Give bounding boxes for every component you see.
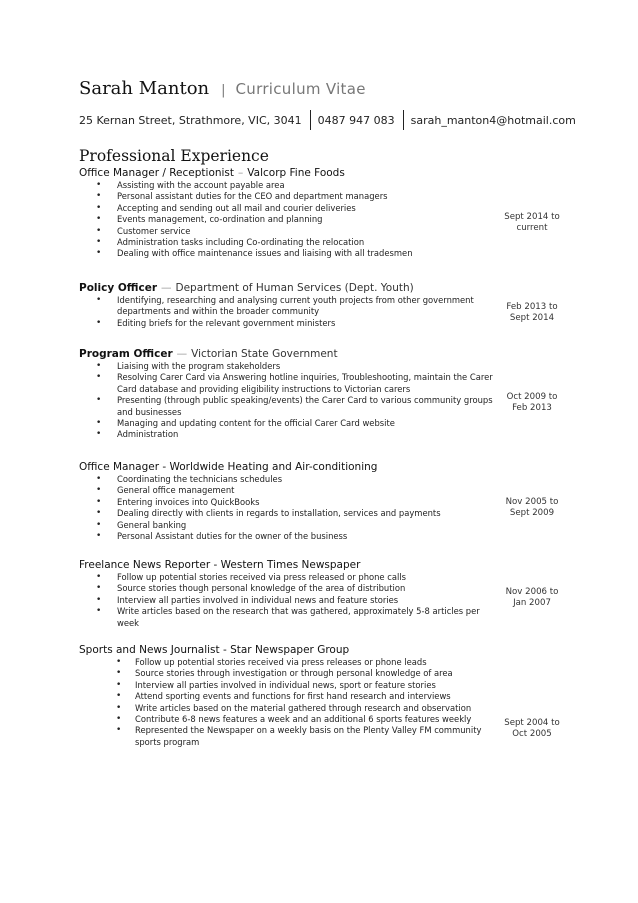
document-title: Curriculum Vitae (235, 80, 366, 98)
job-role: Freelance News Reporter - Western Times Newspaper (79, 559, 361, 571)
job-role: Office Manager / Receptionist (79, 167, 235, 179)
duty-list (79, 180, 499, 260)
job-dates (487, 212, 577, 234)
address: 25 Kernan Street, Strathmore, VIC, 3041 (79, 113, 302, 127)
duty-item: • Contribute 6-8 news features a week and an additional 6 sports features weekly (79, 714, 499, 725)
duty-item: • Customer service (79, 226, 499, 237)
duty-item: • Resolving Carer Card via Answering hotline inquiries, Troubleshooting, maintain the Carer Card database and providing eligibility instructions to Victorian carers (79, 372, 499, 395)
job-dates (487, 392, 577, 414)
job-entry (79, 559, 499, 629)
duty-item: • Administration (79, 429, 499, 440)
duty-item: • Source stories though personal knowledge of the area of distribution (79, 583, 499, 594)
date-from: Nov 2005 to (505, 497, 559, 507)
date-from: Sept 2014 to (504, 212, 560, 222)
job-organization: Department of Human Services (Dept. Youth) (175, 282, 414, 294)
job-title (79, 167, 499, 179)
date-from: Oct 2009 to (506, 392, 558, 402)
job-title (79, 348, 499, 360)
duty-item: • Write articles based on the material gathered through research and observation (79, 703, 499, 714)
contact-divider (310, 110, 311, 130)
job-dates (487, 718, 577, 740)
duty-item: • Identifying, researching and analysing current youth projects from other government departments and within the broader community (79, 295, 499, 318)
job-entry (79, 167, 499, 260)
header-name-line (79, 78, 366, 99)
duty-item: • Coordinating the technicians schedules (79, 474, 499, 485)
duty-item: • Dealing directly with clients in regards to installation, services and payments (79, 508, 499, 519)
duty-item: • Events management, co-ordination and planning (79, 214, 499, 225)
date-to: Jan 2007 (513, 598, 551, 608)
duty-item: • Personal assistant duties for the CEO and department managers (79, 191, 499, 202)
date-to: Feb 2013 (512, 403, 552, 413)
duty-item: • Editing briefs for the relevant government ministers (79, 318, 499, 329)
duty-list (79, 361, 499, 441)
job-role: Policy Officer (79, 282, 157, 294)
duty-item: • Represented the Newspaper on a weekly basis on the Plenty Valley FM community sports program (79, 725, 499, 748)
phone-number: 0487 947 083 (317, 113, 395, 127)
duty-item: • Assisting with the account payable area (79, 180, 499, 191)
duty-list (79, 657, 499, 748)
job-dates (487, 587, 577, 609)
duty-item: • Interview all parties involved in individual news and feature stories (79, 595, 499, 606)
job-dash: – (238, 167, 244, 179)
duty-item: • Personal Assistant duties for the owner of the business (79, 531, 499, 542)
job-entry (79, 461, 499, 542)
job-dates (487, 497, 577, 519)
job-role: Sports and News Journalist - Star Newspaper Group (79, 644, 350, 656)
duty-item: • Accepting and sending out all mail and courier deliveries (79, 203, 499, 214)
duty-item: • Interview all parties involved in individual news, sport or feature stories (79, 680, 499, 691)
contact-line (79, 110, 576, 130)
job-organization: Valcorp Fine Foods (247, 167, 345, 179)
title-separator: | (221, 83, 226, 98)
job-title (79, 461, 499, 473)
job-title (79, 559, 499, 571)
date-from: Feb 2013 to (506, 302, 558, 312)
duty-item: • Source stories through investigation or through personal knowledge of area (79, 668, 499, 679)
contact-divider (403, 110, 404, 130)
date-from: Nov 2006 to (505, 587, 559, 597)
job-role: Program Officer (79, 348, 173, 360)
job-title (79, 282, 499, 294)
date-to: Sept 2014 (509, 313, 555, 323)
duty-item: • Write articles based on the research that was gathered, approximately 5-8 articles per week (79, 606, 499, 629)
duty-item: • Follow up potential stories received via press releases or phone leads (79, 657, 499, 668)
date-to: current (516, 223, 548, 233)
job-dash: — (176, 348, 188, 360)
duty-item: • Entering invoices into QuickBooks (79, 497, 499, 508)
date-from: Sept 2004 to (504, 718, 560, 728)
job-organization: Victorian State Government (191, 348, 338, 360)
email-address: sarah_manton4@hotmail.com (410, 113, 576, 127)
duty-list (79, 474, 499, 542)
duty-item: • General banking (79, 520, 499, 531)
section-title-experience: Professional Experience (79, 147, 269, 165)
job-entry (79, 348, 499, 441)
duty-list (79, 572, 499, 629)
duty-item: • General office management (79, 485, 499, 496)
duty-item: • Attend sporting events and functions for first hand research and interviews (79, 691, 499, 702)
job-title (79, 644, 499, 656)
job-dash: — (161, 282, 172, 294)
duty-item: • Follow up potential stories received via press released or phone calls (79, 572, 499, 583)
job-entry (79, 282, 499, 329)
date-to: Oct 2005 (512, 729, 552, 739)
job-role: Office Manager - Worldwide Heating and Air-conditioning (79, 461, 378, 473)
duty-item: • Liaising with the program stakeholders (79, 361, 499, 372)
job-entry (79, 644, 499, 748)
job-dates (487, 302, 577, 324)
duty-list (79, 295, 499, 329)
duty-item: • Administration tasks including Co-ordinating the relocation (79, 237, 499, 248)
person-name: Sarah Manton (79, 78, 210, 99)
duty-item: • Dealing with office maintenance issues and liaising with all tradesmen (79, 248, 499, 259)
date-to: Sept 2009 (509, 508, 555, 518)
duty-item: • Managing and updating content for the official Carer Card website (79, 418, 499, 429)
duty-item: • Presenting (through public speaking/events) the Carer Card to various community groups and businesses (79, 395, 499, 418)
